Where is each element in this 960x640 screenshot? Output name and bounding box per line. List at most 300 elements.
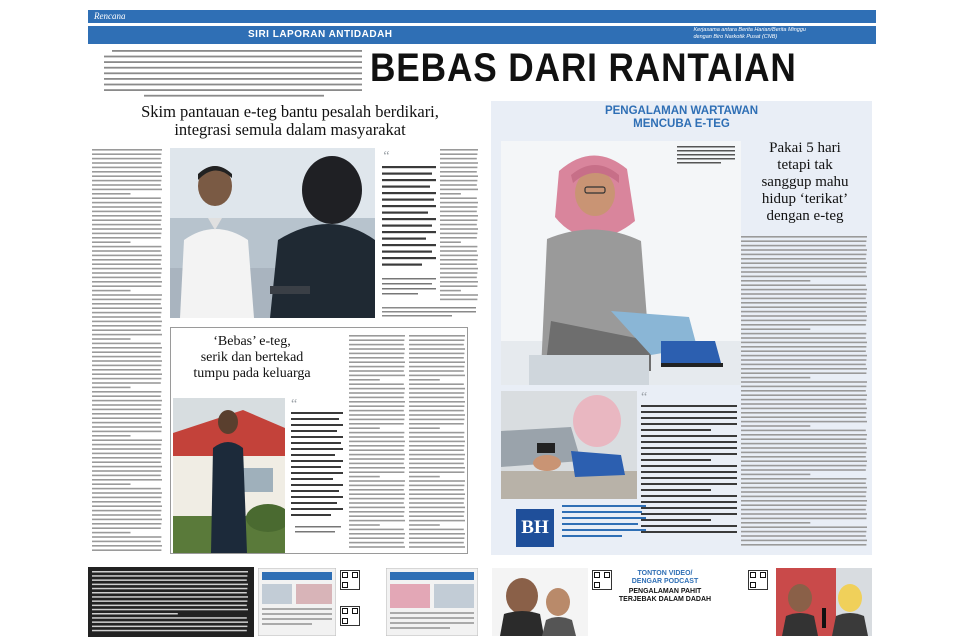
text-line <box>741 416 866 418</box>
text-line <box>349 511 404 513</box>
text-line <box>741 337 866 339</box>
text-line <box>409 388 465 390</box>
text-line <box>349 445 404 447</box>
text-line <box>440 184 477 186</box>
text-line <box>92 470 161 472</box>
text-line <box>92 351 161 353</box>
text-line <box>409 383 464 385</box>
text-line <box>440 149 478 151</box>
quote-mark-icon: “ <box>641 391 648 405</box>
section-label: Rencana <box>94 11 126 21</box>
text-line <box>409 423 464 425</box>
quote-line <box>641 417 737 419</box>
text-line <box>349 533 405 535</box>
text-line <box>741 298 866 300</box>
text-line <box>92 417 161 419</box>
text-line <box>349 401 405 403</box>
text-line <box>741 544 866 546</box>
text-line <box>349 529 404 531</box>
text-line <box>349 449 404 451</box>
text-line <box>741 465 866 467</box>
text-line <box>92 365 161 367</box>
text-line <box>92 272 161 274</box>
left-headline <box>100 103 480 139</box>
text-line <box>92 514 161 516</box>
text-line <box>409 414 465 416</box>
text-line <box>409 498 464 500</box>
bottom-info-box <box>88 567 254 637</box>
pull-quote-3 <box>641 391 741 551</box>
text-line <box>349 498 404 500</box>
right-body-column <box>741 235 867 547</box>
text-line <box>349 524 380 526</box>
text-line <box>92 299 161 301</box>
text-line <box>440 197 477 199</box>
text-line <box>409 493 465 495</box>
text-line <box>741 482 866 484</box>
text-line <box>440 228 478 230</box>
quote-line <box>641 519 711 521</box>
quote-mark-icon: “ <box>291 398 298 412</box>
text-line <box>92 541 161 543</box>
text-line <box>409 392 464 394</box>
text-line <box>409 379 440 381</box>
text-line <box>92 197 161 199</box>
text-line <box>349 467 405 469</box>
bh-logo: BH <box>516 509 554 547</box>
box-headline-line-1: ‘Bebas’ e-teg, <box>213 334 291 349</box>
text-line <box>92 479 162 481</box>
left-body-column <box>92 148 162 554</box>
text-line <box>409 445 464 447</box>
text-line <box>741 284 866 286</box>
text-line <box>409 427 440 429</box>
text-line <box>92 391 161 393</box>
intro-text-lines <box>104 48 362 98</box>
text-line <box>92 426 162 428</box>
right-headline-line-3: sanggup mahu <box>761 174 849 190</box>
thumbnail-page-2-image <box>386 568 478 636</box>
box-body-2-lines <box>409 334 465 550</box>
qr-code-4[interactable] <box>748 570 768 590</box>
text-line <box>409 366 464 368</box>
text-line <box>440 237 477 239</box>
text-line <box>409 485 464 487</box>
text-line <box>741 474 810 476</box>
text-line <box>440 224 477 226</box>
quote-line <box>641 441 737 443</box>
text-line <box>92 268 162 270</box>
text-line <box>409 436 464 438</box>
text-line <box>440 193 461 195</box>
quote-line <box>641 405 737 407</box>
text-line <box>409 533 465 535</box>
text-line <box>92 321 162 323</box>
text-line <box>741 315 867 317</box>
podcast-title-line-1: PENGALAMAN PAHIT <box>628 588 702 595</box>
text-line <box>741 342 867 344</box>
podcast-guests-photo <box>492 568 588 636</box>
text-line <box>92 153 161 155</box>
series-partner <box>693 27 806 41</box>
text-line <box>349 375 405 377</box>
text-line <box>409 524 440 526</box>
text-line <box>741 403 866 405</box>
text-line <box>741 302 867 304</box>
text-line <box>741 271 866 273</box>
text-line <box>349 339 404 341</box>
text-line <box>440 219 477 221</box>
journalist-photo-image <box>501 141 741 385</box>
text-line <box>741 306 866 308</box>
text-line <box>741 500 867 502</box>
text-line <box>741 460 867 462</box>
text-line <box>741 350 866 352</box>
text-line <box>741 456 866 458</box>
thumbnail-page-1-image <box>258 568 336 636</box>
text-line <box>92 189 162 191</box>
center-body-text-lines <box>440 148 478 318</box>
text-line <box>741 258 866 260</box>
text-line <box>409 361 465 363</box>
meeting-photo-image <box>170 148 375 318</box>
text-line <box>440 215 478 217</box>
panel-kicker <box>491 105 872 131</box>
text-line <box>92 158 161 160</box>
journalist-photo <box>501 141 741 385</box>
text-line <box>92 290 131 292</box>
text-line <box>741 280 810 282</box>
kicker-line-1: PENGALAMAN WARTAWAN <box>604 105 759 117</box>
text-line <box>92 285 161 287</box>
text-line <box>92 334 162 336</box>
text-line <box>409 357 464 359</box>
text-line <box>92 382 161 384</box>
text-line <box>92 343 161 345</box>
text-line <box>440 281 478 283</box>
text-line <box>741 496 866 498</box>
meeting-photo-caption <box>382 306 478 320</box>
text-line <box>409 520 465 522</box>
text-line <box>741 267 866 269</box>
text-line <box>92 519 162 521</box>
text-line <box>440 189 478 191</box>
text-line <box>440 277 477 279</box>
text-line <box>349 370 404 372</box>
text-line <box>741 245 866 247</box>
partner-line-1: Kerjasama antara Berita Harian/Berita Minggu <box>693 27 806 33</box>
text-line <box>349 489 404 491</box>
text-line <box>741 491 866 493</box>
text-line <box>92 492 162 494</box>
quote-line <box>641 477 737 479</box>
text-line <box>92 263 161 265</box>
text-line <box>92 584 248 586</box>
quote-line <box>641 483 737 485</box>
text-line <box>409 432 464 434</box>
text-line <box>92 457 161 459</box>
right-headline-line-1: Pakai 5 hari <box>769 140 841 156</box>
text-line <box>349 515 404 517</box>
text-line <box>741 346 866 348</box>
text-line <box>409 458 464 460</box>
text-line <box>92 609 248 611</box>
text-line <box>92 579 247 581</box>
text-line <box>92 277 161 279</box>
text-line <box>92 510 161 512</box>
text-line <box>92 246 161 248</box>
text-line <box>741 452 866 454</box>
text-line <box>349 419 404 421</box>
text-line <box>440 259 477 261</box>
text-line <box>741 262 867 264</box>
journalist-experience-panel <box>491 101 872 555</box>
text-line <box>349 485 404 487</box>
text-line <box>741 408 867 410</box>
text-line <box>92 505 162 507</box>
text-line <box>349 405 404 407</box>
left-headline-line-2: integrasi semula dalam masyarakat <box>174 120 406 139</box>
text-line <box>92 184 161 186</box>
text-line <box>349 542 404 544</box>
text-line <box>349 361 405 363</box>
text-line <box>409 353 464 355</box>
text-line <box>92 617 247 619</box>
text-line <box>349 546 405 548</box>
intro-paragraph <box>104 48 362 98</box>
text-line <box>741 390 866 392</box>
quote-line <box>641 525 737 527</box>
quote-line <box>641 465 737 467</box>
text-line <box>741 487 867 489</box>
partner-line-2: dengan Biro Narkotik Pusat (CNB) <box>693 34 778 40</box>
text-line <box>92 592 247 594</box>
text-line <box>409 529 464 531</box>
podcast-guests-image <box>492 568 588 636</box>
text-line <box>409 502 464 504</box>
text-line <box>92 501 161 503</box>
text-line <box>741 386 866 388</box>
text-line <box>92 356 161 358</box>
quote-line <box>641 471 737 473</box>
text-line <box>349 537 404 539</box>
text-line <box>92 149 162 151</box>
text-line <box>440 299 477 301</box>
text-line <box>409 511 464 513</box>
text-line <box>741 540 867 542</box>
text-line <box>92 475 161 477</box>
text-line <box>440 294 478 296</box>
text-line <box>741 522 810 524</box>
text-line <box>349 507 405 509</box>
text-line <box>409 405 464 407</box>
text-line <box>349 353 404 355</box>
text-line <box>440 206 477 208</box>
text-line <box>349 383 404 385</box>
text-line <box>92 549 161 551</box>
text-line <box>741 355 867 357</box>
meeting-photo <box>170 148 375 318</box>
text-line <box>349 397 404 399</box>
text-line <box>440 175 478 177</box>
video-note <box>562 503 648 545</box>
quote-line <box>641 411 737 413</box>
text-line <box>349 348 405 350</box>
masthead-title: BEBAS DARI RANTAIAN <box>370 46 797 90</box>
ankle-tag-photo <box>501 391 637 499</box>
text-line <box>349 458 404 460</box>
text-line <box>440 180 477 182</box>
text-line <box>741 381 867 383</box>
text-line <box>92 312 161 314</box>
text-line <box>349 432 404 434</box>
text-line <box>92 523 161 525</box>
text-line <box>92 466 162 468</box>
text-line <box>741 254 866 256</box>
text-line <box>349 410 404 412</box>
text-line <box>741 513 867 515</box>
text-line <box>741 249 867 251</box>
text-line <box>409 546 465 548</box>
text-line <box>741 372 866 374</box>
podcast-studio-image <box>776 568 872 636</box>
text-line <box>409 454 465 456</box>
text-line <box>349 471 404 473</box>
text-line <box>409 401 465 403</box>
text-line <box>92 162 162 164</box>
text-line <box>741 276 867 278</box>
text-line <box>92 259 161 261</box>
text-line <box>349 476 380 478</box>
qr-code-1[interactable] <box>340 570 360 590</box>
text-line <box>92 621 248 623</box>
text-line <box>92 439 162 441</box>
text-line <box>409 441 465 443</box>
text-line <box>409 344 464 346</box>
text-line <box>92 483 131 485</box>
text-line <box>409 449 464 451</box>
text-line <box>440 167 477 169</box>
quote-line <box>641 447 737 449</box>
text-line <box>92 338 131 340</box>
text-line <box>92 596 248 598</box>
bottom-info-lines <box>92 570 252 636</box>
pull-quote-1 <box>382 150 438 310</box>
text-line <box>92 571 248 573</box>
text-line <box>741 412 866 414</box>
center-body-column <box>440 148 478 318</box>
podcast-title-line-2: TERJEBAK DALAM DADAH <box>618 596 712 603</box>
pull-quote-3-lines <box>641 391 741 551</box>
text-line <box>349 454 405 456</box>
text-line <box>741 324 866 326</box>
text-line <box>349 379 380 381</box>
text-line <box>349 366 404 368</box>
box-headline-line-2: serik dan bertekad <box>200 350 304 365</box>
text-line <box>92 369 161 371</box>
text-line <box>409 463 464 465</box>
left-headline-line-1: Skim pantauan e-teg bantu pesalah berdikari, <box>141 102 439 121</box>
quote-line <box>641 507 737 509</box>
quote-line <box>641 435 737 437</box>
text-line <box>92 219 161 221</box>
quote-line <box>641 495 737 497</box>
text-line <box>440 153 477 155</box>
quote-line <box>641 459 711 461</box>
text-line <box>741 526 867 528</box>
text-line <box>409 515 464 517</box>
text-line <box>92 413 162 415</box>
text-line <box>409 489 464 491</box>
podcast-studio-photo <box>776 568 872 636</box>
text-line <box>741 434 867 436</box>
text-line <box>409 507 465 509</box>
house-photo-image <box>173 398 285 553</box>
text-line <box>349 392 404 394</box>
caption-lines <box>382 306 478 320</box>
quote-line <box>641 501 737 503</box>
text-line <box>92 255 162 257</box>
text-line <box>92 387 131 389</box>
text-line <box>741 236 867 238</box>
podcast-promo <box>590 570 740 604</box>
text-line <box>92 626 247 628</box>
text-line <box>440 241 461 243</box>
text-line <box>92 193 131 195</box>
section-bar <box>88 10 876 23</box>
quote-line <box>641 429 711 431</box>
text-line <box>440 268 478 270</box>
text-line <box>409 339 464 341</box>
text-line <box>92 444 161 446</box>
text-line <box>741 535 866 537</box>
text-line <box>92 233 161 235</box>
text-line <box>92 303 161 305</box>
text-line <box>741 421 867 423</box>
text-line <box>92 281 162 283</box>
text-line <box>741 311 866 313</box>
text-line <box>92 202 162 204</box>
text-line <box>741 328 810 330</box>
video-note-lines <box>562 503 648 543</box>
text-line <box>92 325 161 327</box>
text-line <box>92 237 161 239</box>
text-line <box>741 240 866 242</box>
text-line <box>440 158 477 160</box>
text-line <box>349 427 380 429</box>
text-line <box>349 414 405 416</box>
text-line <box>741 531 866 533</box>
pull-quote-2-lines <box>291 398 345 548</box>
text-line <box>409 397 464 399</box>
text-line <box>349 423 404 425</box>
quote-line <box>641 453 737 455</box>
text-line <box>92 461 161 463</box>
text-line <box>409 542 464 544</box>
text-line <box>92 536 161 538</box>
text-line <box>440 263 477 265</box>
text-line <box>92 224 161 226</box>
text-line <box>440 255 478 257</box>
text-line <box>349 480 405 482</box>
text-line <box>440 171 477 173</box>
box-headline-line-3: tumpu pada keluarga <box>193 366 311 381</box>
house-photo <box>173 398 285 553</box>
text-line <box>92 250 161 252</box>
qr-code-2[interactable] <box>340 606 360 626</box>
text-line <box>741 394 867 396</box>
text-line <box>92 545 162 547</box>
